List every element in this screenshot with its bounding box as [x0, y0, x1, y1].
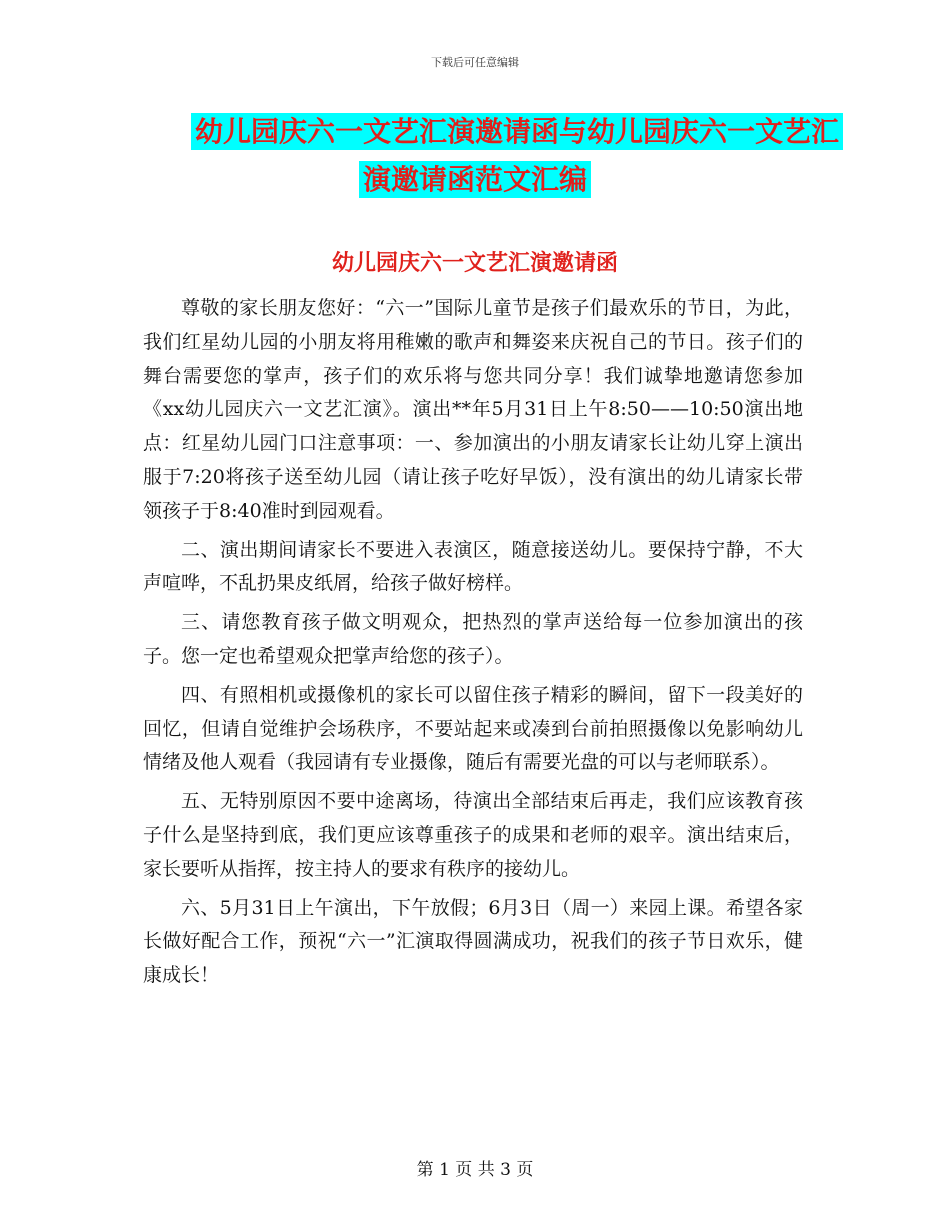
document-body — [143, 292, 803, 998]
paragraph-item-3: 三、请您教育孩子做文明观众，把热烈的掌声送给每一位参加演出的孩子。您一定也希望观众把掌声给您的孩子）。 — [143, 611, 803, 667]
paragraph-intro: 尊敬的家长朋友您好：“六一”国际儿童节是孩子们最欢乐的节日，为此，我们红星幼儿园的小朋友将用稚嫩的歌声和舞姿来庆祝自己的节日。孩子们的舞台需要您的掌声，孩子们的欢乐将与您共同分享！我们诚挚地邀请您参加《xx幼儿园庆六一文艺汇演》。演出**年5月31日上午8:50——10:50演出地点：红星幼儿园门口注意事项：一、参加演出的小朋友请家长让幼儿穿上演出服于7:20将孩子送至幼儿园（请让孩子吃好早饭），没有演出的幼儿请家长带领孩子于8:40准时到园观看。 — [143, 297, 803, 522]
document-title-line-1: 幼儿园庆六一文艺汇演邀请函与幼儿园庆六一文艺汇 — [191, 113, 843, 150]
header-note: 下载后可任意编辑 — [431, 56, 519, 69]
document-title — [0, 108, 950, 204]
paragraph-item-5: 五、无特别原因不要中途离场，待演出全部结束后再走，我们应该教育孩子什么是坚持到底，我们更应该尊重孩子的成果和老师的艰辛。演出结束后，家长要听从指挥，按主持人的要求有秩序的接幼儿。 — [143, 790, 803, 880]
paragraph-item-6: 六、5月31日上午演出，下午放假；6月3日（周一）来园上课。希望各家长做好配合工作，预祝“六一”汇演取得圆满成功，祝我们的孩子节日欢乐，健康成长！ — [143, 896, 803, 987]
page-footer: 第 1 页 共 3 页 — [416, 1160, 534, 1180]
document-title-line-2: 演邀请函范文汇编 — [359, 161, 591, 198]
section-title: 幼儿园庆六一文艺汇演邀请函 — [331, 251, 618, 276]
paragraph-item-4: 四、有照相机或摄像机的家长可以留住孩子精彩的瞬间，留下一段美好的回忆，但请自觉维护会场秩序，不要站起来或凑到台前拍照摄像以免影响幼儿情绪及他人观看（我园请有专业摄像，随后有需要光盘的可以与老师联系）。 — [143, 683, 803, 774]
paragraph-item-2: 二、演出期间请家长不要进入表演区，随意接送幼儿。要保持宁静，不大声喧哗，不乱扔果皮纸屑，给孩子做好榜样。 — [143, 538, 803, 595]
